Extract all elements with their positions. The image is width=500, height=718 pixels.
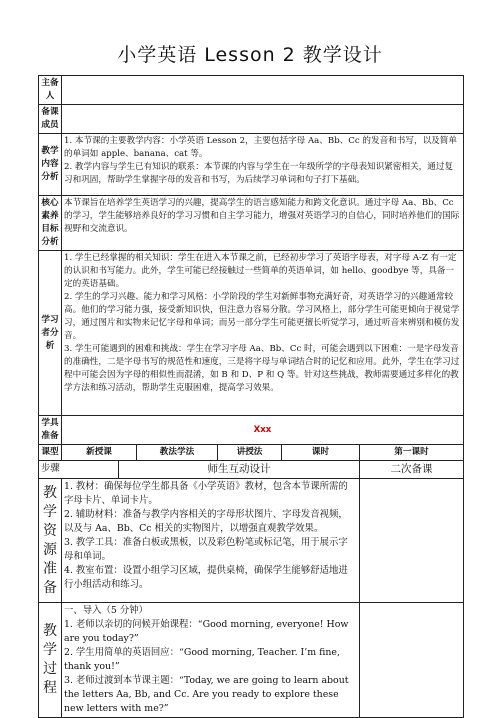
members-value [62,105,464,134]
analysis-label: 教学内容分析 [39,134,62,196]
row-step-header [39,461,464,479]
row-process [39,603,464,718]
learner-line: 2. 学生的学习兴趣、能力和学习风格：小学阶段的学生对新鲜事物充满好奇，对英语学习的兴趣通常较高。他们的学习能力强，接受新知识快，但注意力容易分散。学习风格上，部分学生可能更倾向于视觉学习，通过图片和实物来记忆字母和单词；而另一部分学生可能更擅长听觉学习，通过听音来辨别和模仿发音。 [64,292,460,341]
resources-revision [360,479,464,603]
resources-line: 2. 辅助材料：准备与教学内容相关的字母形状图片、字母发音视频，以及与 Aa、Bb、Cc 相关的实物图片，以增强直观教学效果。 [64,509,348,534]
row-tools [39,416,464,445]
row-preparer [39,76,464,105]
process-line: 3. 老师过渡到本节课主题：“Today, we are going to learn about the letters Aa, Bb, and Cc. Are you ready to explore these new letters with me?” [64,675,349,714]
analysis-content [62,134,464,196]
period-label: 课时 [282,445,360,461]
revision-label: 二次备课 [360,461,464,479]
row-analysis [39,134,464,196]
course-type-value: 新授课 [62,445,137,461]
row-core-goals [39,196,464,251]
period-value: 第一课时 [360,445,464,461]
resources-line: 4. 教室布置：设置小组学习区域，提供桌椅，确保学生能够舒适地进行小组活动和练习。 [64,565,348,590]
analysis-line: 2. 教学内容与学生已有知识的联系：本节课的内容与学生在一年级所学的字母表知识紧密相关，通过复习和巩固，帮助学生掌握字母的发音和书写，为后续学习单词和句子打下基础。 [64,162,454,185]
step-label: 步骤 [39,461,119,479]
row-learner-analysis [39,251,464,416]
row-resources [39,479,464,603]
process-label: 教学过程 [39,603,62,718]
learner-analysis-label: 学习者分析 [39,251,62,416]
method-value: 讲授法 [218,445,282,461]
core-goals-content [62,196,464,251]
tools-value-text: Xxx [253,424,272,435]
course-type-label: 课型 [39,445,62,461]
lesson-plan-table [38,75,464,718]
preparer-label: 主备人 [39,76,62,105]
learner-line: 3. 学生可能遇到的困难和挑战：学生在学习字母 Aa、Bb、Cc 时，可能会遇到以下困难：一是字母发音的准确性，二是字母书写的规范性和速度，三是将字母与单词结合时的记忆和应用。此外，学生在学习过程中可能会因为字母的相似性而混淆，如 B 和 D、P 和 Q 等。针对这些挑战，教师需要通过多样化的教学方法和练习活动，帮助学生克服困难，提高学习效果。 [64,344,460,393]
process-revision [360,603,464,718]
resources-line: 1. 教材：确保每位学生都具备《小学英语》教材，包含本节课所需的字母卡片、单词卡片。 [64,481,348,506]
document-title: 小学英语 Lesson 2 教学设计 [117,44,383,66]
method-label: 教法学法 [137,445,218,461]
analysis-line: 1. 本节课的主要教学内容：小学英语 Lesson 2，主要包括字母 Aa、Bb、Cc 的发音和书写，以及简单的单词如 apple、banana、cat 等。 [64,136,457,159]
learner-analysis-content [62,251,464,416]
tools-value [62,416,464,445]
tools-label: 学具准备 [39,416,62,445]
process-line: 2. 学生用简单的英语回应：“Good morning, Teacher. I’m fine, thank you!” [64,647,340,672]
process-content [62,603,360,718]
interaction-label: 师生互动设计 [119,461,360,479]
preparer-value [62,76,464,105]
resources-content [62,479,360,603]
process-line: 一、导入（5 分钟） [64,605,148,616]
row-members [39,105,464,134]
members-label: 备课成员 [39,105,62,134]
row-course-info [39,445,464,461]
process-line: 1. 老师以亲切的问候开始课程：“Good morning, everyone! How are you today?” [64,619,349,644]
learner-line: 1. 学生已经掌握的相关知识：学生在进入本节课之前，已经初步学习了英语字母表，对字母 A-Z 有一定的认识和书写能力。此外，学生可能已经接触过一些简单的英语单词，如 hello、goodbye 等，具备一定的英语基础。 [64,253,457,289]
core-goals-label: 核心素养目标分析 [39,196,62,251]
core-goals-text: 本节课旨在培养学生英语学习的兴趣，提高学生的语言感知能力和跨文化意识。通过字母 Aa、Bb、Cc 的学习，学生能够培养良好的学习习惯和自主学习能力，增强对英语学习的自信心，同时培养他们的国际视野和交流意识。 [64,198,460,234]
resources-label: 教学资源准备 [39,479,62,603]
resources-line: 3. 教学工具：准备白板或黑板，以及彩色粉笔或标记笔，用于展示字母和单词。 [64,537,348,562]
